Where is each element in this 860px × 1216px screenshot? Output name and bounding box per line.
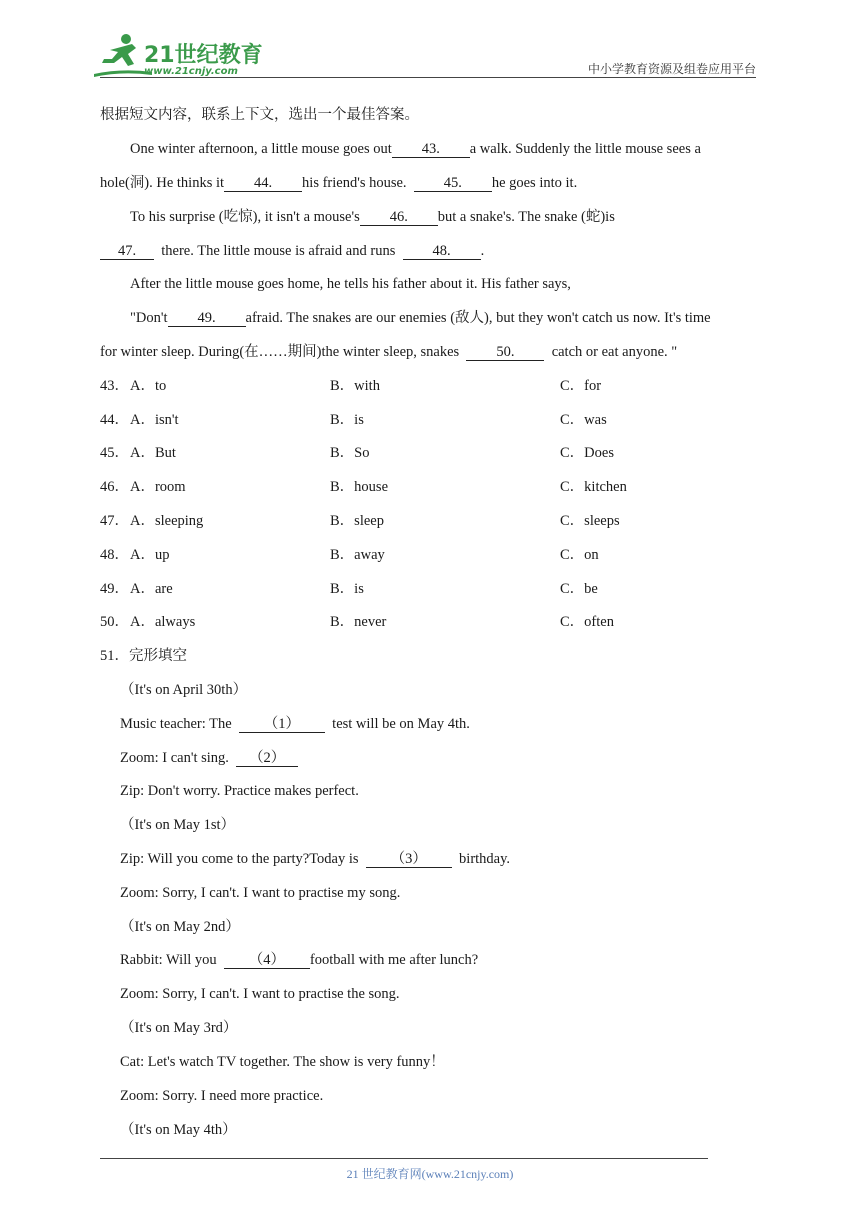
blank-1[interactable]: （1）	[239, 716, 325, 733]
passage-line-4: 47. there. The little mouse is afraid and runs 48. .	[100, 241, 484, 261]
logo-url: www.21cnjy.com	[144, 66, 238, 77]
question-number: 46．	[100, 479, 129, 495]
passage-line-5: After the little mouse goes home, he tells his father about it. His father says,	[130, 276, 571, 292]
header-divider	[100, 77, 756, 78]
footer-link[interactable]: 21 世纪教育网(www.21cnjy.com)	[346, 1167, 514, 1181]
option-a[interactable]: A．But	[130, 445, 176, 461]
blank-50[interactable]: 50.	[466, 344, 544, 361]
option-c[interactable]: C．Does	[560, 445, 614, 461]
option-b[interactable]: B．away	[330, 547, 385, 563]
blank-49[interactable]: 49.	[168, 310, 246, 327]
option-b[interactable]: B．house	[330, 479, 388, 495]
passage-line-2: hole(洞). He thinks it 44. his friend's house. 45. he goes into it.	[100, 175, 578, 191]
instruction-text: 根据短文内容，联系上下文，选出一个最佳答案。	[100, 107, 419, 123]
question-number: 48．	[100, 547, 129, 563]
section-51-title: 51．完形填空	[100, 648, 187, 664]
option-b[interactable]: B．never	[330, 614, 387, 630]
option-c[interactable]: C．was	[560, 412, 607, 428]
passage-line-7: for winter sleep. During(在……期间)the winter sleep, snakes 50. catch or eat anyone. "	[100, 344, 678, 360]
dialogue-line: Cat: Let's watch TV together. The show is very funny！	[120, 1054, 445, 1070]
date-label: （It's on May 1st）	[120, 817, 235, 833]
dialogue-line: Rabbit: Will you （4） football with me after lunch?	[120, 952, 479, 968]
dialogue-line: Zoom: Sorry, I can't. I want to practise my song.	[120, 885, 401, 901]
option-c[interactable]: C．on	[560, 547, 599, 563]
question-number: 49．	[100, 581, 129, 597]
blank-46[interactable]: 46.	[360, 209, 438, 226]
option-a[interactable]: A．isn't	[130, 412, 179, 428]
question-number: 45．	[100, 445, 129, 461]
option-c[interactable]: C．kitchen	[560, 479, 627, 495]
passage-line-6: "Don't 49. afraid. The snakes are our enemies (敌人), but they won't catch us now. It's time	[130, 310, 711, 326]
question-number: 47．	[100, 513, 129, 529]
option-b[interactable]: B．is	[330, 581, 364, 597]
blank-3[interactable]: （3）	[366, 851, 452, 868]
dialogue-line: Music teacher: The （1） test will be on May 4th.	[120, 716, 470, 732]
option-c[interactable]: C．often	[560, 614, 614, 630]
option-c[interactable]: C．be	[560, 581, 598, 597]
dialogue-line: Zip: Don't worry. Practice makes perfect.	[120, 783, 359, 799]
dialogue-line: Zoom: I can't sing. （2）	[120, 748, 298, 768]
dialogue-line: Zoom: Sorry. I need more practice.	[120, 1088, 324, 1104]
blank-4[interactable]: （4）	[224, 952, 310, 969]
option-a[interactable]: A．sleeping	[130, 513, 204, 529]
option-b[interactable]: B．sleep	[330, 513, 384, 529]
option-a[interactable]: A．up	[130, 547, 170, 563]
site-logo[interactable]	[92, 30, 262, 80]
date-label: （It's on April 30th）	[120, 682, 248, 698]
question-number: 44．	[100, 412, 129, 428]
option-a[interactable]: A．always	[130, 614, 196, 630]
option-c[interactable]: C．sleeps	[560, 513, 620, 529]
passage-line-1: One winter afternoon, a little mouse goes out 43. a walk. Suddenly the little mouse sees a	[130, 141, 701, 157]
date-label: （It's on May 4th）	[120, 1122, 237, 1138]
blank-44[interactable]: 44.	[224, 175, 302, 192]
date-label: （It's on May 3rd）	[120, 1020, 238, 1036]
blank-47[interactable]: 47.	[100, 243, 154, 260]
blank-45[interactable]: 45.	[414, 175, 492, 192]
option-b[interactable]: B．is	[330, 412, 364, 428]
question-number: 50．	[100, 614, 129, 630]
option-a[interactable]: A．to	[130, 378, 167, 394]
option-c[interactable]: C．for	[560, 378, 602, 394]
blank-48[interactable]: 48.	[403, 243, 481, 260]
date-label: （It's on May 2nd）	[120, 919, 240, 935]
dialogue-line: Zoom: Sorry, I can't. I want to practise the song.	[120, 986, 400, 1002]
blank-2[interactable]: （2）	[236, 750, 298, 767]
option-a[interactable]: A．are	[130, 581, 173, 597]
option-a[interactable]: A．room	[130, 479, 186, 495]
blank-43[interactable]: 43.	[392, 141, 470, 158]
dialogue-line: Zip: Will you come to the party?Today is （3） birthday.	[120, 851, 511, 867]
question-number: 43．	[100, 378, 129, 394]
option-b[interactable]: B．with	[330, 378, 380, 394]
logo-text: 21世纪教育	[144, 43, 262, 68]
footer-divider	[100, 1158, 708, 1159]
option-b[interactable]: B．So	[330, 445, 370, 461]
passage-line-3: To his surprise (吃惊), it isn't a mouse's 46. but a snake's. The snake (蛇)is	[130, 209, 615, 225]
header-platform-text: 中小学教育资源及组卷应用平台	[587, 62, 756, 76]
